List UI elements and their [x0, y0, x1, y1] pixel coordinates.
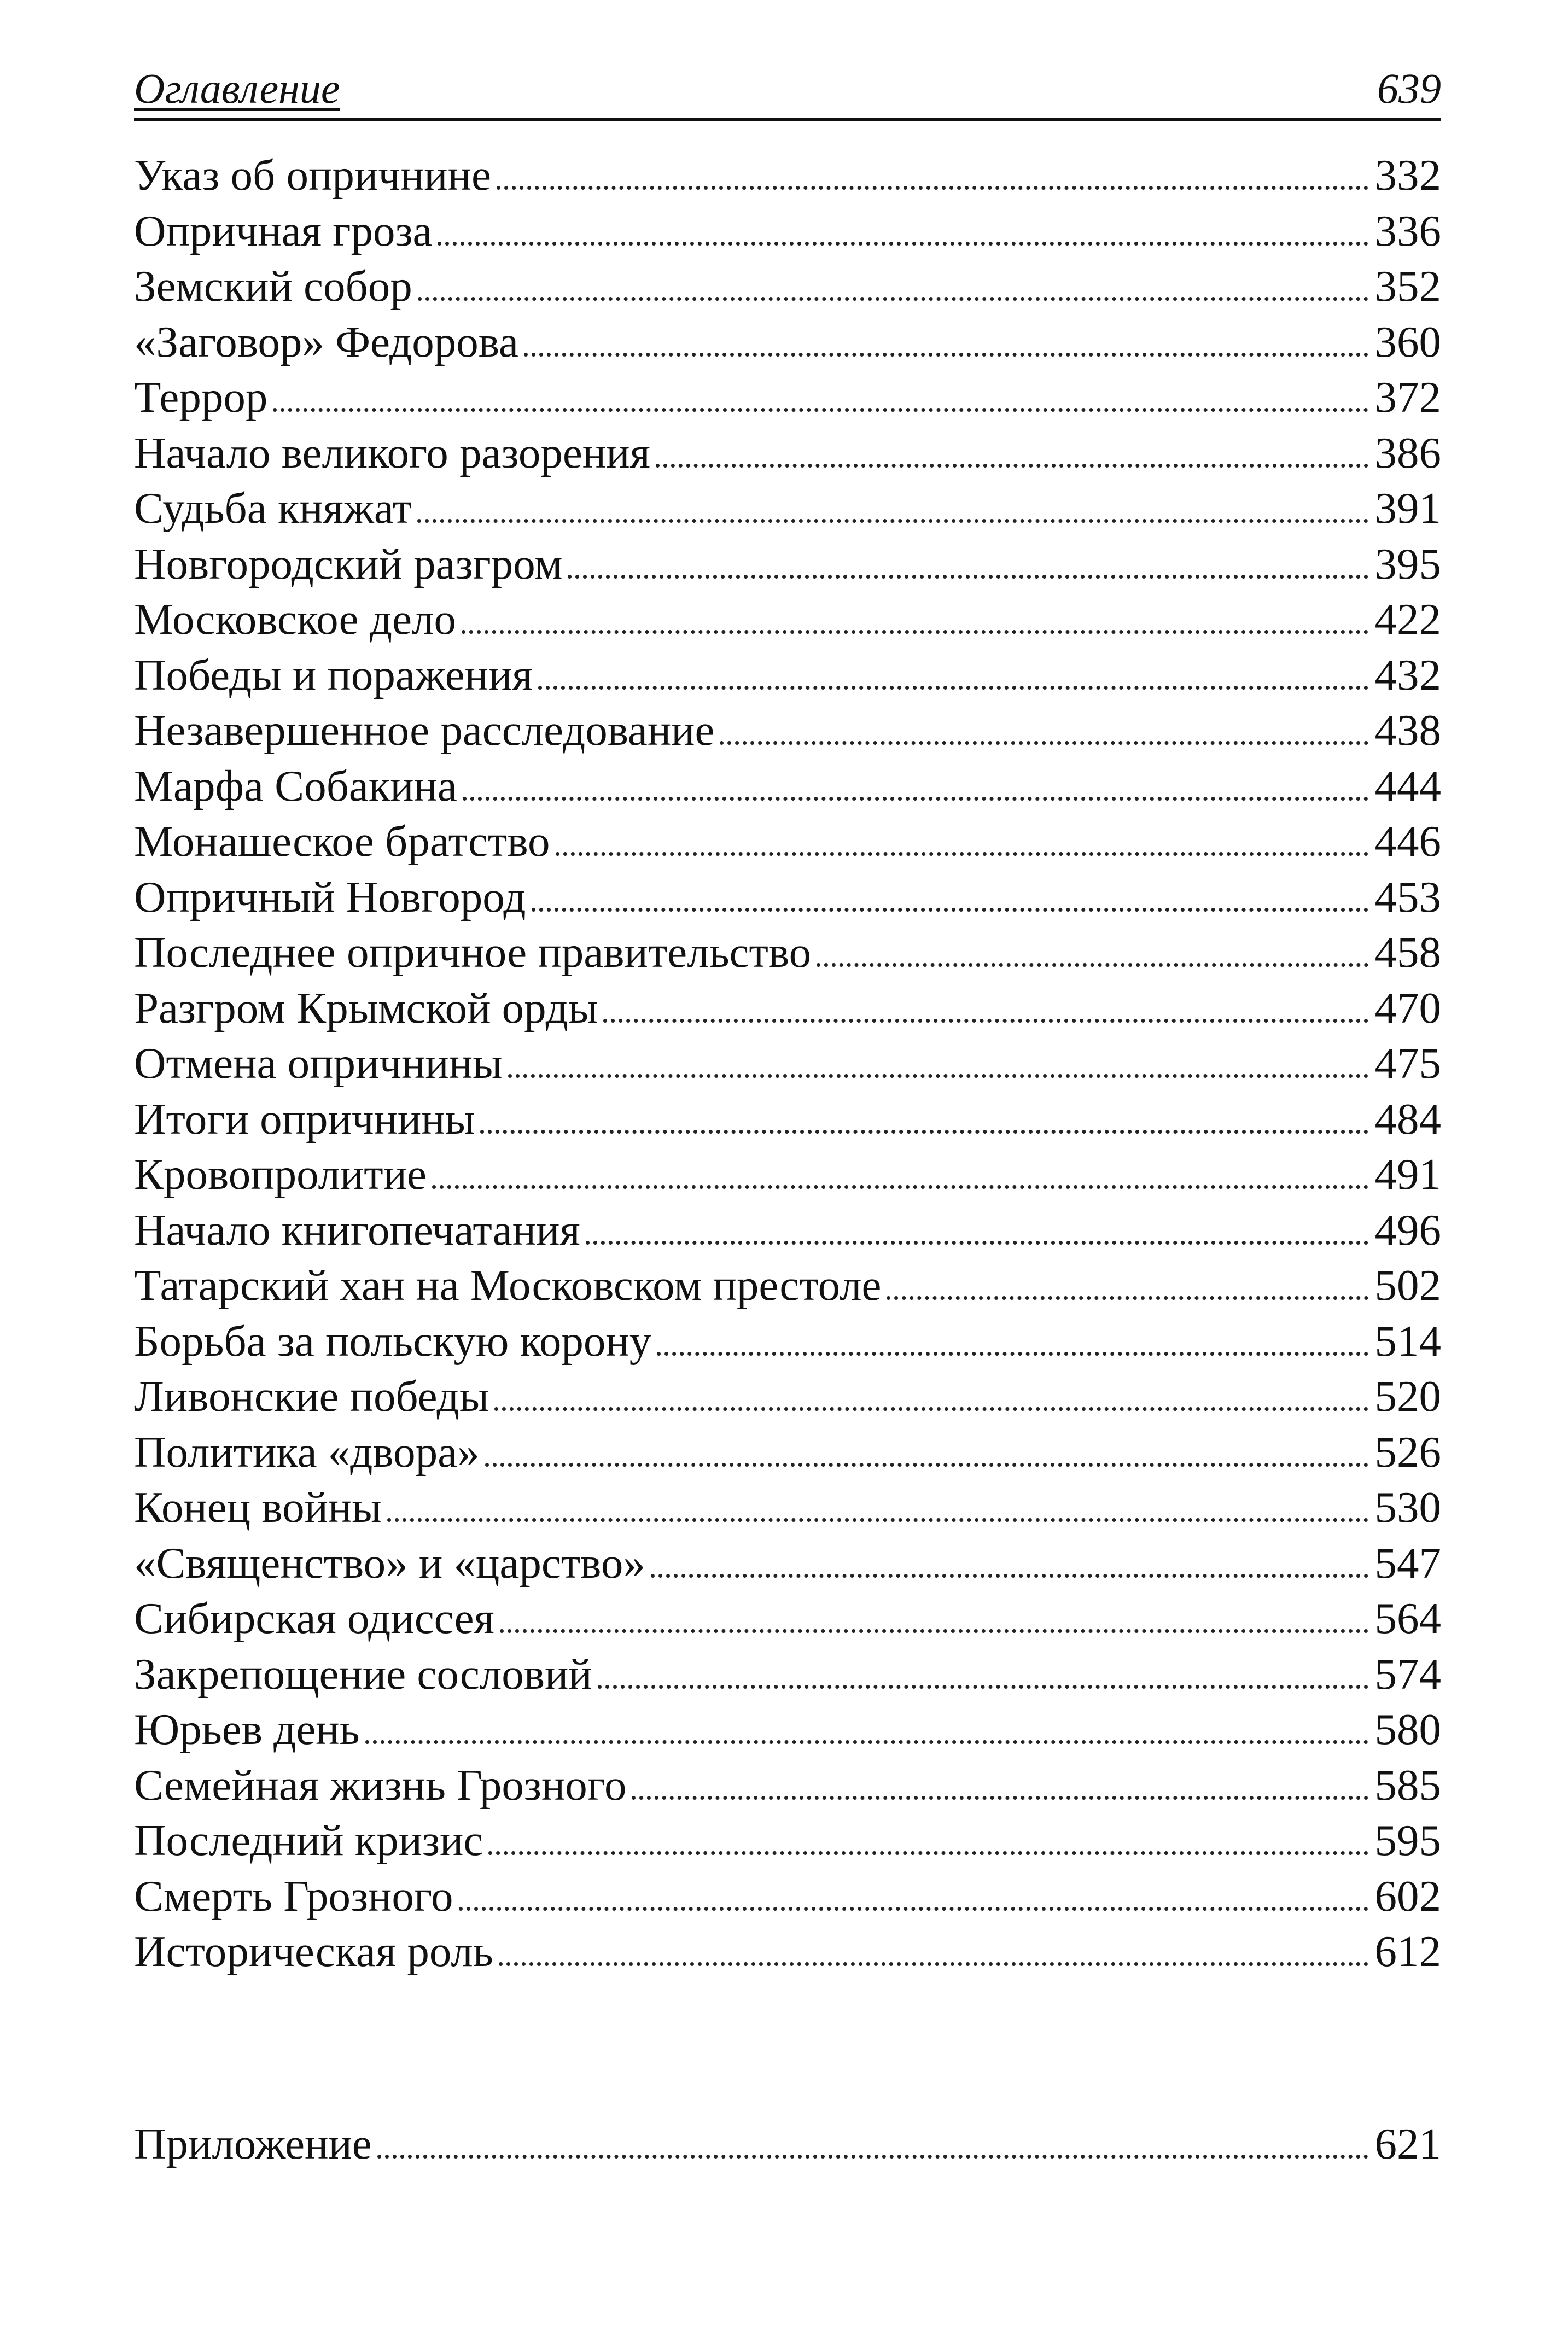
toc-entry-page: 514: [1374, 1316, 1441, 1366]
toc-entry: [134, 1869, 1441, 1924]
toc-entry: [134, 592, 1441, 648]
dot-leader: [377, 2155, 1368, 2159]
toc-entry-title: Семейная жизнь Грозного: [134, 1760, 627, 1810]
dot-leader: [417, 519, 1368, 523]
toc-entry-title: Закрепощение сословий: [134, 1649, 592, 1699]
toc-entry: [134, 703, 1441, 759]
toc-entry-appendix: [134, 2116, 1441, 2172]
toc-entry-title: Приложение: [134, 2119, 372, 2168]
toc-entry: [134, 1480, 1441, 1536]
toc-entry: [134, 1647, 1441, 1702]
toc-entry-page: 453: [1374, 872, 1441, 921]
toc-entry: [134, 870, 1441, 925]
toc-entry: [134, 370, 1441, 425]
dot-leader: [387, 1518, 1368, 1522]
toc-entry-title: Отмена опричнины: [134, 1039, 503, 1088]
toc-entry-page: 475: [1374, 1039, 1441, 1088]
dot-leader: [365, 1740, 1368, 1744]
toc-entry: [134, 1314, 1441, 1369]
dot-leader: [586, 1241, 1368, 1245]
toc-entry: [134, 648, 1441, 703]
toc-entry: [134, 1258, 1441, 1314]
toc-entry: [134, 981, 1441, 1036]
toc-entry-title: Последний кризис: [134, 1816, 483, 1865]
toc-entry: [134, 1147, 1441, 1203]
dot-leader: [657, 1352, 1368, 1356]
dot-leader: [494, 1407, 1368, 1411]
toc-entry-title: Террор: [134, 372, 268, 422]
toc-entry-page: 530: [1374, 1483, 1441, 1532]
toc-entry-page: 432: [1374, 650, 1441, 699]
dot-leader: [651, 1574, 1368, 1578]
toc-entry-page: 621: [1374, 2119, 1441, 2168]
toc-entry-page: 585: [1374, 1760, 1441, 1810]
toc-entry-title: «Священство» и «царство»: [134, 1538, 645, 1588]
dot-leader: [273, 408, 1368, 412]
running-header: [134, 52, 1441, 121]
toc-entry-page: 458: [1374, 928, 1441, 977]
dot-leader: [817, 963, 1368, 967]
toc-entry-page: 332: [1374, 150, 1441, 200]
dot-leader: [497, 186, 1368, 190]
toc-entry-page: 484: [1374, 1094, 1441, 1144]
dot-leader: [887, 1296, 1368, 1300]
toc-entry: [134, 425, 1441, 481]
toc-entry-title: Начало великого разорения: [134, 428, 650, 477]
toc-entry-title: Татарский хан на Московском престоле: [134, 1261, 882, 1310]
toc-entry-page: 395: [1374, 539, 1441, 588]
dot-leader: [485, 1463, 1368, 1467]
toc-entry-title: Политика «двора»: [134, 1427, 480, 1477]
toc-entry-title: Монашеское братство: [134, 816, 550, 866]
toc-entry-page: 372: [1374, 372, 1441, 422]
toc-entry-title: Незавершенное расследование: [134, 705, 715, 755]
toc-entry: [134, 1813, 1441, 1869]
toc-entry: [134, 1369, 1441, 1425]
toc-entry-page: 602: [1374, 1871, 1441, 1921]
toc-entry-page: 336: [1374, 206, 1441, 255]
dot-leader: [632, 1796, 1368, 1800]
toc-entry-title: Конец войны: [134, 1483, 382, 1532]
toc-entry-page: 502: [1374, 1261, 1441, 1310]
toc-entry-page: 595: [1374, 1816, 1441, 1865]
toc-entry-title: Опричная гроза: [134, 206, 433, 255]
dot-leader: [438, 242, 1368, 246]
toc-entry-page: 438: [1374, 705, 1441, 755]
toc-entry: [134, 1702, 1441, 1758]
toc-entry-title: Указ об опричнине: [134, 150, 491, 200]
toc-entry-page: 491: [1374, 1150, 1441, 1199]
dot-leader: [568, 575, 1368, 579]
toc-entry: [134, 1758, 1441, 1813]
dot-leader: [462, 630, 1368, 634]
toc-entry: [134, 1591, 1441, 1647]
dot-leader: [480, 1130, 1368, 1134]
dot-leader: [598, 1685, 1368, 1689]
dot-leader: [532, 908, 1368, 912]
dot-leader: [432, 1185, 1368, 1189]
toc-entry: [134, 925, 1441, 981]
toc-entry: [134, 1536, 1441, 1591]
dot-leader: [556, 852, 1368, 856]
toc-entry-page: 574: [1374, 1649, 1441, 1699]
toc-entry-title: Ливонские победы: [134, 1372, 489, 1421]
toc-entry-page: 446: [1374, 816, 1441, 866]
toc-entry-page: 612: [1374, 1927, 1441, 1976]
dot-leader: [603, 1019, 1368, 1023]
dot-leader: [524, 353, 1368, 357]
toc-entry-page: 386: [1374, 428, 1441, 477]
toc-entry: [134, 259, 1441, 314]
toc-entry: [134, 814, 1441, 870]
toc-entry-page: 547: [1374, 1538, 1441, 1588]
toc-entry: [134, 1036, 1441, 1092]
toc-entry-title: Судьба княжат: [134, 483, 412, 533]
dot-leader: [488, 1851, 1368, 1855]
toc-entry-page: 391: [1374, 483, 1441, 533]
toc-entry-title: Опричный Новгород: [134, 872, 526, 921]
dot-leader: [463, 797, 1368, 801]
dot-leader: [508, 1074, 1368, 1078]
toc-entry-page: 360: [1374, 317, 1441, 366]
toc-entry-page: 580: [1374, 1705, 1441, 1754]
header-page-number: 639: [1377, 65, 1441, 112]
toc-entry-title: Земский собор: [134, 261, 412, 311]
toc-entry: [134, 148, 1441, 203]
toc-appendix: [134, 2116, 1441, 2172]
toc-entry-title: Борьба за польскую корону: [134, 1316, 652, 1366]
toc-entry: [134, 759, 1441, 814]
dot-leader: [499, 1962, 1368, 1966]
toc-entry-title: Итоги опричнины: [134, 1094, 475, 1144]
toc-entry: [134, 1425, 1441, 1480]
dot-leader: [720, 741, 1368, 745]
toc-entry: [134, 1203, 1441, 1258]
toc-entry-title: Марфа Собакина: [134, 761, 457, 810]
toc-entry-title: Смерть Грозного: [134, 1871, 453, 1921]
dot-leader: [418, 297, 1368, 301]
toc-entry-page: 422: [1374, 594, 1441, 644]
toc-entry: [134, 1924, 1441, 1980]
toc-entry-page: 520: [1374, 1372, 1441, 1421]
toc-entry-title: Последнее опричное правительство: [134, 928, 812, 977]
toc-entry: [134, 203, 1441, 259]
toc-entry-title: Кровопролитие: [134, 1150, 427, 1199]
dot-leader: [656, 464, 1368, 468]
dot-leader: [538, 686, 1368, 690]
table-of-contents: [134, 148, 1441, 1980]
toc-entry: [134, 1092, 1441, 1147]
toc-entry-page: 526: [1374, 1427, 1441, 1477]
toc-entry: [134, 536, 1441, 592]
header-title: Оглавление: [134, 65, 340, 112]
toc-entry-title: Историческая роль: [134, 1927, 493, 1976]
toc-entry-title: «Заговор» Федорова: [134, 317, 518, 366]
toc-entry-title: Победы и поражения: [134, 650, 533, 699]
toc-entry-title: Юрьев день: [134, 1705, 360, 1754]
toc-entry-title: Московское дело: [134, 594, 456, 644]
toc-entry-page: 496: [1374, 1205, 1441, 1255]
toc-entry-title: Начало книгопечатания: [134, 1205, 580, 1255]
toc-entry: [134, 314, 1441, 370]
toc-entry-page: 352: [1374, 261, 1441, 311]
toc-entry-title: Разгром Крымской орды: [134, 983, 598, 1032]
dot-leader: [459, 1907, 1368, 1911]
toc-entry-title: Новгородский разгром: [134, 539, 563, 588]
toc-entry-page: 564: [1374, 1594, 1441, 1643]
toc-entry-page: 470: [1374, 983, 1441, 1032]
toc-entry-title: Сибирская одиссея: [134, 1594, 494, 1643]
toc-entry-page: 444: [1374, 761, 1441, 810]
dot-leader: [500, 1629, 1368, 1633]
toc-entry: [134, 481, 1441, 536]
